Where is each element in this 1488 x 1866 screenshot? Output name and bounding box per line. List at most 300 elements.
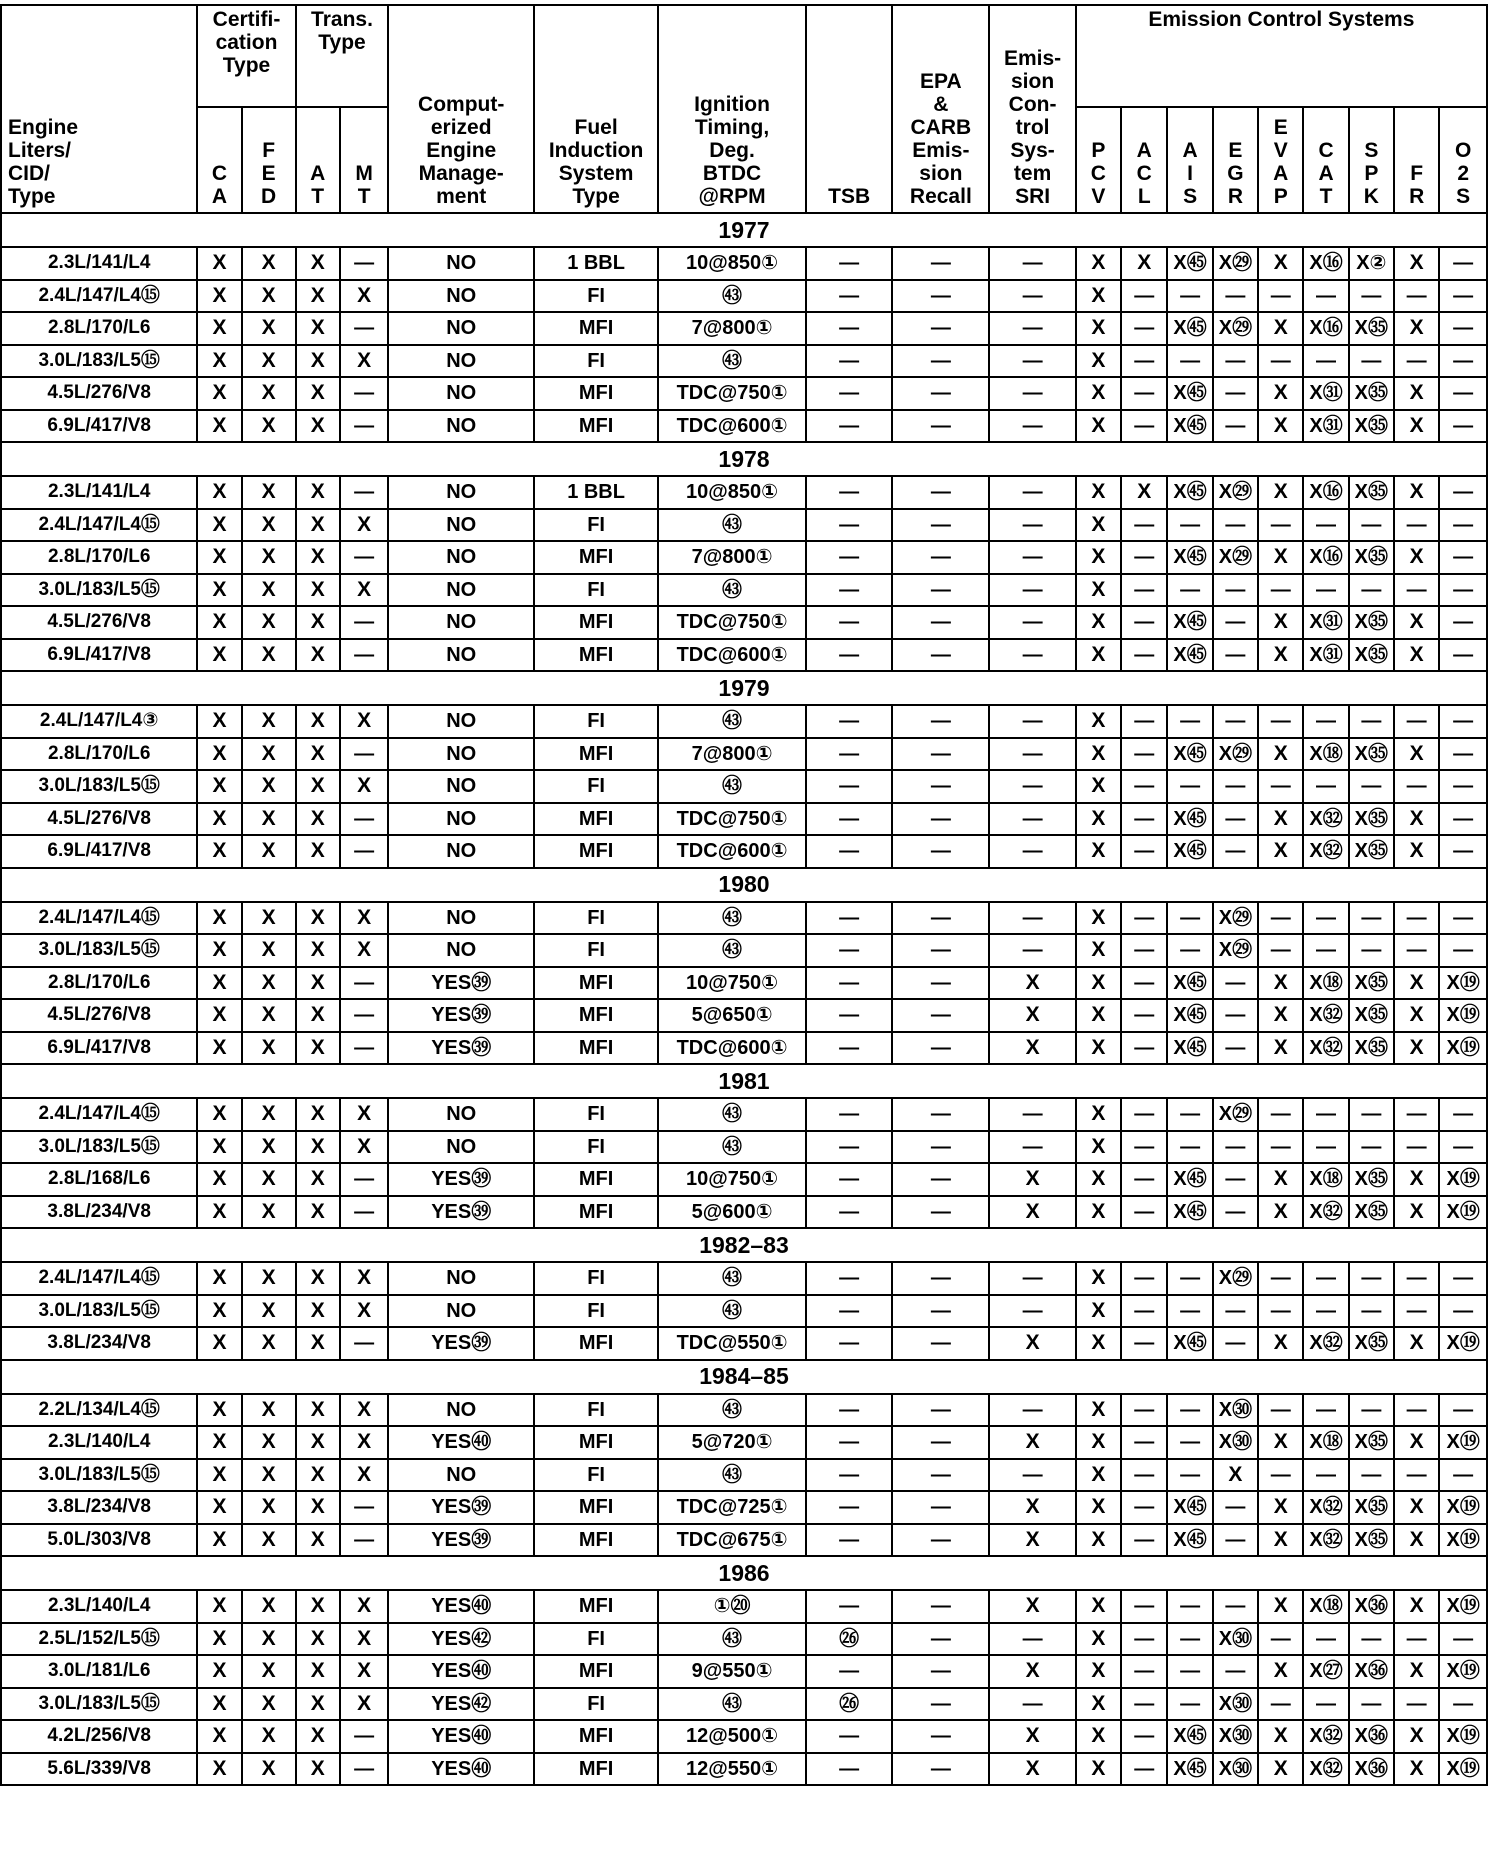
pcv-cell: X (1076, 1327, 1121, 1360)
cert-ca-cell: X (197, 377, 241, 410)
spk-cell: — (1349, 770, 1394, 803)
spk-cell: — (1349, 934, 1394, 967)
year-row (1, 1556, 1487, 1590)
o2s-cell: X⑲ (1439, 1590, 1487, 1623)
table-row (1, 705, 1487, 738)
egr-cell: — (1213, 377, 1258, 410)
trans-at-cell: X (296, 606, 340, 639)
cert-fed-cell: X (242, 476, 296, 509)
cert-ca-cell: X (197, 934, 241, 967)
trans-mt-cell: X (340, 705, 389, 738)
trans-at-cell: X (296, 1623, 340, 1656)
tsb-cell: — (806, 738, 892, 771)
engine-management-cell: NO (388, 934, 534, 967)
epa-recall-cell: — (892, 1394, 989, 1427)
acl-cell: — (1121, 606, 1167, 639)
engine-management-cell: NO (388, 1459, 534, 1492)
engine-management-cell: NO (388, 476, 534, 509)
trans-mt-cell: X (340, 770, 389, 803)
engine-cell: 4.2L/256/V8 (1, 1720, 197, 1753)
o2s-cell: X⑲ (1439, 1491, 1487, 1524)
year-heading: 1986 (1, 1556, 1487, 1590)
egr-cell: — (1213, 1327, 1258, 1360)
engine-management-cell: NO (388, 1394, 534, 1427)
pcv-cell: X (1076, 770, 1121, 803)
cert-ca-cell: X (197, 1720, 241, 1753)
tsb-cell: — (806, 1655, 892, 1688)
table-row (1, 999, 1487, 1032)
engine-cell: 6.9L/417/V8 (1, 1032, 197, 1065)
year-heading: 1979 (1, 671, 1487, 705)
epa-recall-cell: — (892, 345, 989, 378)
engine-management-cell: NO (388, 509, 534, 542)
sri-cell: X (989, 1327, 1075, 1360)
evap-cell: X (1258, 1655, 1303, 1688)
engine-cell: 2.8L/170/L6 (1, 967, 197, 1000)
engine-management-cell: YES㊵ (388, 1753, 534, 1786)
sri-cell: — (989, 541, 1075, 574)
fuel-induction-cell: FI (534, 280, 658, 313)
pcv-cell: X (1076, 1655, 1121, 1688)
spk-cell: X㉟ (1349, 476, 1394, 509)
sri-cell: — (989, 1295, 1075, 1328)
egr-cell: — (1213, 606, 1258, 639)
engine-cell: 2.5L/152/L5⑮ (1, 1623, 197, 1656)
pcv-cell: X (1076, 312, 1121, 345)
evap-cell: — (1258, 280, 1303, 313)
pcv-cell: X (1076, 1688, 1121, 1721)
sri-cell: X (989, 999, 1075, 1032)
year-row (1, 213, 1487, 247)
evap-cell: X (1258, 1491, 1303, 1524)
fr-cell: — (1394, 770, 1439, 803)
ais-cell: — (1167, 770, 1212, 803)
cert-ca-cell: X (197, 606, 241, 639)
ignition-timing-cell: TDC@600① (658, 639, 806, 672)
fuel-induction-cell: 1 BBL (534, 476, 658, 509)
engine-management-cell: YES㊵ (388, 1590, 534, 1623)
ignition-timing-cell: ㊸ (658, 902, 806, 935)
tsb-cell: — (806, 1590, 892, 1623)
emission-control-systems-header: Emission Control Systems (1076, 5, 1487, 107)
engine-cell: 4.5L/276/V8 (1, 803, 197, 836)
cat-cell: X⑱ (1303, 1590, 1348, 1623)
fuel-induction-cell: MFI (534, 967, 658, 1000)
tsb-cell: — (806, 377, 892, 410)
evap-cell: — (1258, 902, 1303, 935)
table-row (1, 803, 1487, 836)
epa-recall-cell: — (892, 377, 989, 410)
evap-cell: — (1258, 345, 1303, 378)
spk-cell: X㉟ (1349, 606, 1394, 639)
sri-cell: — (989, 377, 1075, 410)
ignition-timing-cell: ㊸ (658, 1459, 806, 1492)
tsb-cell: — (806, 509, 892, 542)
emission-spec-table (0, 4, 1488, 1786)
trans-mt-cell: X (340, 1131, 389, 1164)
trans-mt-cell: X (340, 345, 389, 378)
egr-cell: — (1213, 835, 1258, 868)
trans-mt-cell: — (340, 247, 389, 280)
cat-cell: — (1303, 705, 1348, 738)
egr-cell: X㉚ (1213, 1426, 1258, 1459)
fr-cell: X (1394, 1491, 1439, 1524)
trans-at-cell: X (296, 1491, 340, 1524)
pcv-cell: X (1076, 1163, 1121, 1196)
sri-cell: — (989, 902, 1075, 935)
epa-recall-cell: — (892, 476, 989, 509)
egr-cell: — (1213, 1491, 1258, 1524)
sri-cell: — (989, 705, 1075, 738)
cert-ca-cell: X (197, 1032, 241, 1065)
acl-cell: X (1121, 476, 1167, 509)
cat-cell: X⑯ (1303, 476, 1348, 509)
o2s-cell: — (1439, 705, 1487, 738)
trans-at-cell: X (296, 1163, 340, 1196)
epa-recall-cell: — (892, 247, 989, 280)
ais-cell: — (1167, 280, 1212, 313)
epa-recall-cell: — (892, 312, 989, 345)
evap-cell: — (1258, 705, 1303, 738)
ais-cell: — (1167, 1394, 1212, 1427)
cert-fed-cell: X (242, 1590, 296, 1623)
fuel-induction-cell: MFI (534, 541, 658, 574)
cert-ca-cell: X (197, 1098, 241, 1131)
o2s-cell: — (1439, 770, 1487, 803)
ais-cell: X㊺ (1167, 835, 1212, 868)
acl-cell: — (1121, 639, 1167, 672)
cat-cell: X⑯ (1303, 541, 1348, 574)
evap-cell: — (1258, 934, 1303, 967)
engine-cell: 3.0L/183/L5⑮ (1, 574, 197, 607)
engine-cell: 4.5L/276/V8 (1, 999, 197, 1032)
egr-cell: — (1213, 967, 1258, 1000)
egr-cell: X㉙ (1213, 541, 1258, 574)
table-row (1, 345, 1487, 378)
tsb-cell: — (806, 1131, 892, 1164)
epa-recall-cell: — (892, 1426, 989, 1459)
cert-ca-cell: X (197, 247, 241, 280)
o2s-cell: X⑲ (1439, 1426, 1487, 1459)
pcv-cell: X (1076, 1491, 1121, 1524)
fuel-induction-cell: MFI (534, 1590, 658, 1623)
cert-fed-cell: X (242, 1131, 296, 1164)
engine-management-cell: YES㊷ (388, 1623, 534, 1656)
o2s-cell: — (1439, 835, 1487, 868)
engine-cell: 2.8L/170/L6 (1, 541, 197, 574)
sri-cell: X (989, 1491, 1075, 1524)
pcv-cell: X (1076, 476, 1121, 509)
spk-cell: — (1349, 574, 1394, 607)
ignition-timing-cell: ㊸ (658, 1295, 806, 1328)
o2s-cell: — (1439, 639, 1487, 672)
trans-mt-cell: X (340, 1394, 389, 1427)
sri-cell: — (989, 770, 1075, 803)
tsb-cell: — (806, 1327, 892, 1360)
ais-cell: X㊺ (1167, 967, 1212, 1000)
evap-cell: X (1258, 312, 1303, 345)
fr-cell: X (1394, 606, 1439, 639)
acl-cell: — (1121, 835, 1167, 868)
cert-ca-cell: X (197, 1655, 241, 1688)
spk-cell: — (1349, 1623, 1394, 1656)
trans-mt-cell: X (340, 1262, 389, 1295)
ais-cell: — (1167, 902, 1212, 935)
pcv-cell: X (1076, 1720, 1121, 1753)
trans-mt-cell: — (340, 1196, 389, 1229)
trans-mt-cell: — (340, 1163, 389, 1196)
trans-at-cell: X (296, 705, 340, 738)
cat-cell: — (1303, 1623, 1348, 1656)
fuel-induction-cell: MFI (534, 738, 658, 771)
cert-fed-cell: X (242, 280, 296, 313)
epa-recall-cell: — (892, 1459, 989, 1492)
engine-management-cell: NO (388, 803, 534, 836)
ais-cell: X㊺ (1167, 803, 1212, 836)
trans-at-cell: X (296, 1032, 340, 1065)
egr-cell: — (1213, 345, 1258, 378)
trans-mt-cell: — (340, 803, 389, 836)
fuel-induction-cell: MFI (534, 1196, 658, 1229)
trans-at-cell: X (296, 377, 340, 410)
tsb-cell: — (806, 606, 892, 639)
evap-cell: X (1258, 1590, 1303, 1623)
fr-cell: — (1394, 509, 1439, 542)
spk-cell: X② (1349, 247, 1394, 280)
acl-cell: X (1121, 247, 1167, 280)
ignition-timing-cell: TDC@600① (658, 410, 806, 443)
trans-mt-cell: — (340, 639, 389, 672)
cert-ca-cell: X (197, 280, 241, 313)
cat-cell: X㉛ (1303, 606, 1348, 639)
table-row (1, 606, 1487, 639)
ignition-timing-cell: 10@850① (658, 247, 806, 280)
pcv-cell: X (1076, 1032, 1121, 1065)
egr-cell: X㉙ (1213, 247, 1258, 280)
table-body (1, 213, 1487, 1785)
ais-cell: X㊺ (1167, 410, 1212, 443)
epa-recall-cell: — (892, 803, 989, 836)
fr-cell: X (1394, 247, 1439, 280)
table-row (1, 1426, 1487, 1459)
table-row (1, 1163, 1487, 1196)
cert-fed-cell: X (242, 247, 296, 280)
epa-recall-cell: — (892, 509, 989, 542)
ignition-timing-cell: 10@750① (658, 1163, 806, 1196)
acl-cell: — (1121, 574, 1167, 607)
cat-cell: X⑱ (1303, 738, 1348, 771)
epa-recall-cell: — (892, 1688, 989, 1721)
cat-cell: X㉛ (1303, 377, 1348, 410)
spk-cell: X㉟ (1349, 738, 1394, 771)
cert-ca-cell: X (197, 770, 241, 803)
table-row (1, 1524, 1487, 1557)
epa-recall-cell: — (892, 541, 989, 574)
cert-fed-cell: X (242, 705, 296, 738)
spk-cell: X㉟ (1349, 312, 1394, 345)
evap-cell: — (1258, 1295, 1303, 1328)
trans-at-cell: X (296, 247, 340, 280)
cert-ca-cell: X (197, 541, 241, 574)
cert-fed-cell: X (242, 1262, 296, 1295)
fr-cell: X (1394, 541, 1439, 574)
fuel-induction-cell: MFI (534, 1753, 658, 1786)
sri-cell: — (989, 345, 1075, 378)
table-row (1, 967, 1487, 1000)
egr-cell: — (1213, 509, 1258, 542)
o2s-cell: X⑲ (1439, 1753, 1487, 1786)
year-row (1, 442, 1487, 476)
cert-fed-cell: X (242, 1098, 296, 1131)
spk-cell: X㉟ (1349, 835, 1394, 868)
cat-cell: X⑱ (1303, 1163, 1348, 1196)
epa-recall-cell: — (892, 1590, 989, 1623)
pcv-cell: X (1076, 1394, 1121, 1427)
fuel-induction-cell: MFI (534, 1163, 658, 1196)
cert-ca-cell: X (197, 705, 241, 738)
tsb-cell: — (806, 705, 892, 738)
ais-cell: X㊺ (1167, 476, 1212, 509)
fr-cell: X (1394, 1753, 1439, 1786)
trans-at-cell: X (296, 541, 340, 574)
table-row (1, 738, 1487, 771)
cert-fed-cell: X (242, 1623, 296, 1656)
trans-at-cell: X (296, 1131, 340, 1164)
ignition-timing-cell: ㊸ (658, 1131, 806, 1164)
table-row (1, 1491, 1487, 1524)
o2s-cell: — (1439, 476, 1487, 509)
spk-cell: — (1349, 1688, 1394, 1721)
year-row (1, 868, 1487, 902)
cert-fed-cell: X (242, 1327, 296, 1360)
cert-fed-cell: X (242, 1295, 296, 1328)
trans-mt-cell: X (340, 1459, 389, 1492)
table-row (1, 476, 1487, 509)
epa-recall-cell: — (892, 999, 989, 1032)
epa-recall-cell: — (892, 1032, 989, 1065)
table-row (1, 541, 1487, 574)
trans-at-cell: X (296, 738, 340, 771)
o2s-cell: — (1439, 410, 1487, 443)
epa-recall-cell: — (892, 574, 989, 607)
egr-cell: — (1213, 1163, 1258, 1196)
spk-cell: — (1349, 345, 1394, 378)
cert-fed-cell: X (242, 803, 296, 836)
acl-cell: — (1121, 1590, 1167, 1623)
ais-cell: X㊺ (1167, 1196, 1212, 1229)
ais-cell: — (1167, 1590, 1212, 1623)
ais-cell: X㊺ (1167, 1524, 1212, 1557)
engine-cell: 3.0L/183/L5⑮ (1, 1131, 197, 1164)
epa-recall-cell: — (892, 1623, 989, 1656)
tsb-cell: — (806, 1524, 892, 1557)
pcv-cell: X (1076, 835, 1121, 868)
epa-carb-recall-header: EPA & CARB Emis- sion Recall (892, 5, 989, 213)
table-row (1, 1688, 1487, 1721)
acl-cell: — (1121, 803, 1167, 836)
engine-management-cell: NO (388, 738, 534, 771)
epa-recall-cell: — (892, 1163, 989, 1196)
year-row (1, 1064, 1487, 1098)
cat-cell: X㉜ (1303, 1032, 1348, 1065)
tsb-cell: — (806, 574, 892, 607)
egr-cell: X㉚ (1213, 1753, 1258, 1786)
engine-cell: 3.0L/183/L5⑮ (1, 1688, 197, 1721)
tsb-cell: — (806, 1163, 892, 1196)
pcv-cell: X (1076, 1753, 1121, 1786)
ais-cell: — (1167, 1098, 1212, 1131)
acl-cell: — (1121, 1753, 1167, 1786)
trans-at-cell: X (296, 574, 340, 607)
spk-cell: X㊱ (1349, 1720, 1394, 1753)
fr-cell: X (1394, 1655, 1439, 1688)
evap-cell: — (1258, 1098, 1303, 1131)
epa-recall-cell: — (892, 705, 989, 738)
sri-cell: — (989, 835, 1075, 868)
cert-ca-cell: X (197, 803, 241, 836)
egr-cell: — (1213, 803, 1258, 836)
trans-mt-cell: X (340, 574, 389, 607)
cert-fed-cell: X (242, 934, 296, 967)
epa-recall-cell: — (892, 639, 989, 672)
ignition-timing-cell: TDC@750① (658, 606, 806, 639)
tsb-cell: — (806, 1753, 892, 1786)
tsb-header: TSB (806, 5, 892, 213)
evap-cell: X (1258, 247, 1303, 280)
cert-fed-cell: X (242, 999, 296, 1032)
engine-cell: 2.4L/147/L4⑮ (1, 509, 197, 542)
evap-cell: X (1258, 835, 1303, 868)
ignition-timing-header: Ignition Timing, Deg. BTDC @RPM (658, 5, 806, 213)
fuel-induction-cell: FI (534, 1688, 658, 1721)
fuel-induction-cell: MFI (534, 606, 658, 639)
evap-cell: X (1258, 999, 1303, 1032)
trans-mt-cell: X (340, 509, 389, 542)
ignition-timing-cell: 7@800① (658, 541, 806, 574)
epa-recall-cell: — (892, 1196, 989, 1229)
epa-recall-cell: — (892, 1655, 989, 1688)
ais-cell: — (1167, 1262, 1212, 1295)
fuel-induction-cell: MFI (534, 377, 658, 410)
egr-cell: X㉚ (1213, 1720, 1258, 1753)
acl-cell: — (1121, 770, 1167, 803)
sri-cell: — (989, 312, 1075, 345)
acl-cell: — (1121, 967, 1167, 1000)
ais-cell: X㊺ (1167, 1753, 1212, 1786)
engine-cell: 6.9L/417/V8 (1, 835, 197, 868)
cat-cell: X㉛ (1303, 639, 1348, 672)
fr-cell: — (1394, 345, 1439, 378)
trans-at-cell: X (296, 835, 340, 868)
trans-mt-cell: X (340, 1426, 389, 1459)
cat-cell: — (1303, 1459, 1348, 1492)
sri-cell: X (989, 1032, 1075, 1065)
acl-cell: — (1121, 1131, 1167, 1164)
engine-cell: 4.5L/276/V8 (1, 606, 197, 639)
fr-cell: X (1394, 1426, 1439, 1459)
o2s-cell: — (1439, 902, 1487, 935)
egr-cell: — (1213, 1196, 1258, 1229)
ais-cell: — (1167, 574, 1212, 607)
o2s-cell: — (1439, 934, 1487, 967)
ais-cell: X㊺ (1167, 1491, 1212, 1524)
ignition-timing-cell: ㊸ (658, 345, 806, 378)
cert-ca-cell: X (197, 1327, 241, 1360)
spk-cell: — (1349, 705, 1394, 738)
trans-at-cell: X (296, 770, 340, 803)
fuel-induction-cell: MFI (534, 1720, 658, 1753)
engine-management-cell: NO (388, 1131, 534, 1164)
